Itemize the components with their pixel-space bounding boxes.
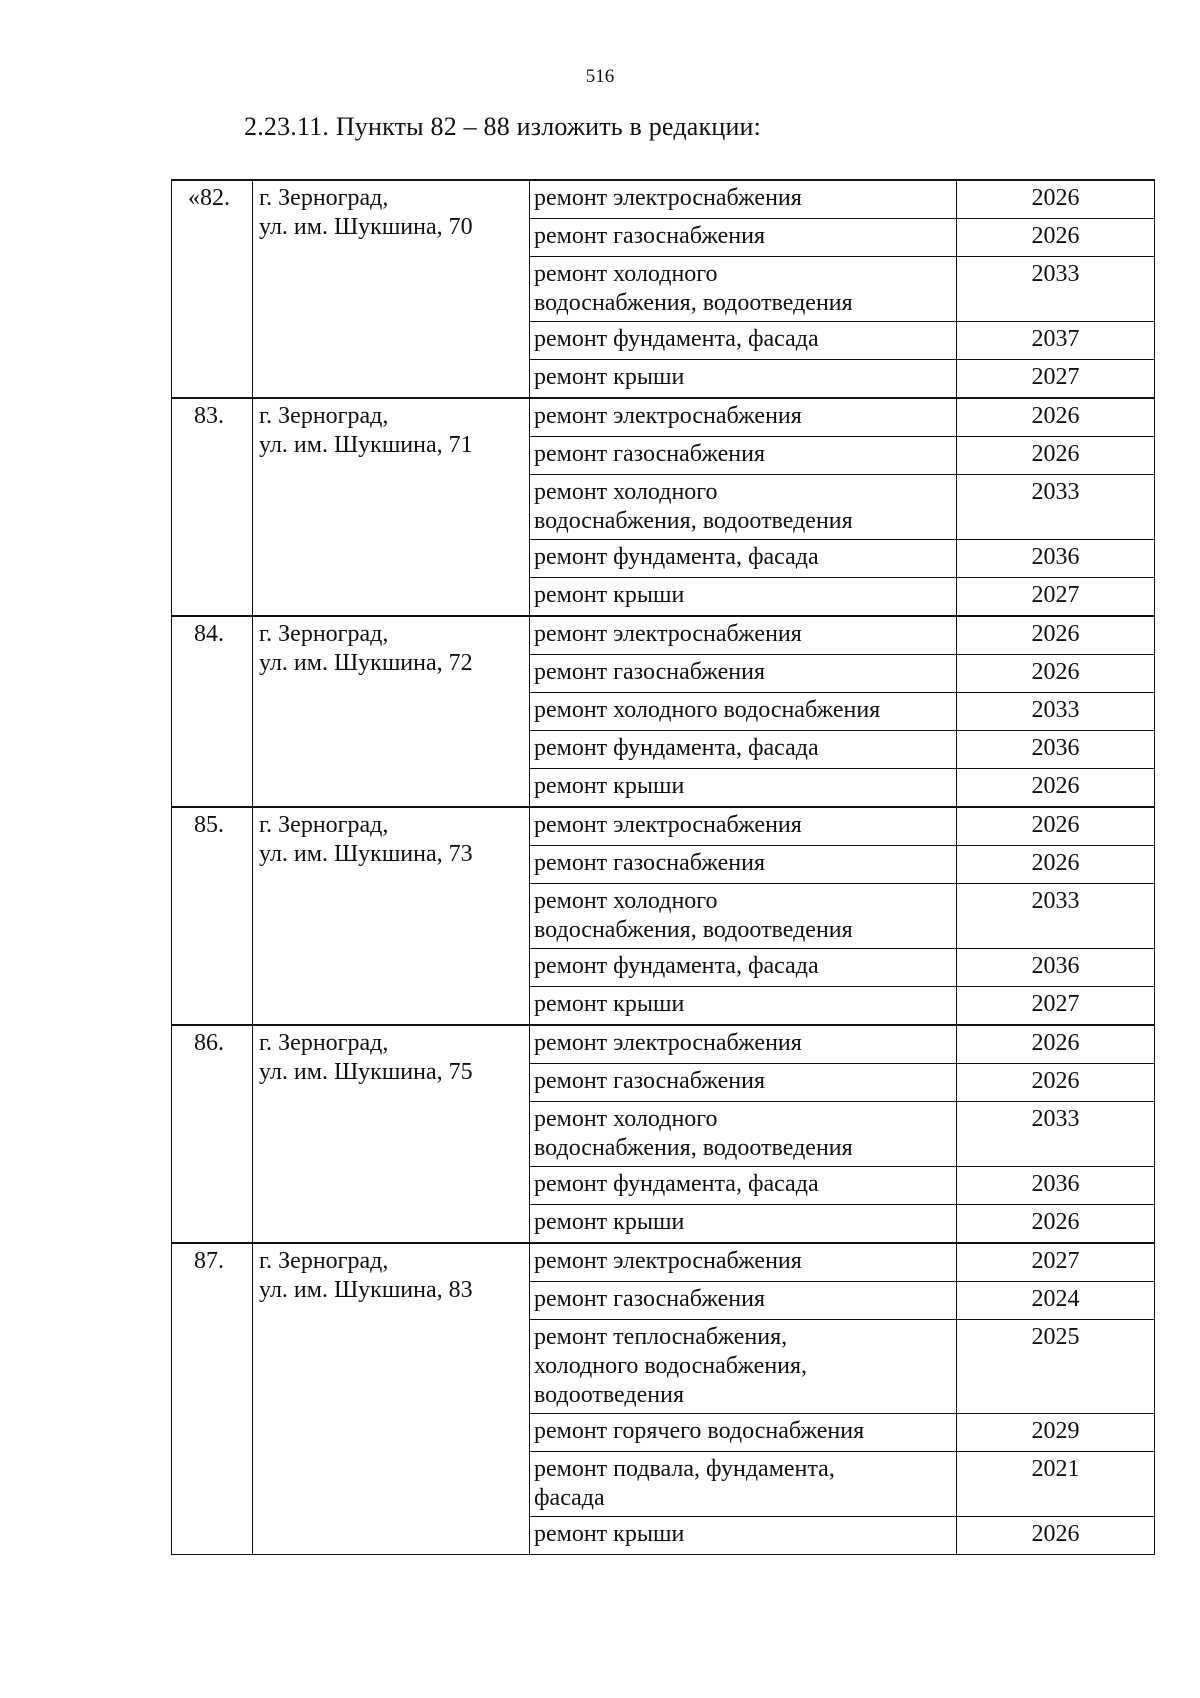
work-type: [530, 257, 957, 322]
work-year: 2033: [957, 884, 1155, 949]
intro-paragraph: 2.23.11. Пункты 82 – 88 изложить в редакции:: [244, 112, 762, 141]
work-type-line: ремонт фундамента, фасада: [534, 1171, 819, 1197]
table-row: [172, 398, 1155, 437]
work-year: 2033: [957, 257, 1155, 322]
work-type-line: водоснабжения, водоотведения: [534, 1135, 853, 1161]
work-year: 2027: [957, 578, 1155, 617]
work-type: [530, 540, 957, 578]
work-type-line: ремонт теплоснабжения,: [534, 1324, 788, 1350]
work-type-line: водоснабжения, водоотведения: [534, 917, 853, 943]
building-address: [253, 1025, 530, 1243]
work-type: [530, 807, 957, 846]
work-year: 2026: [957, 807, 1155, 846]
work-type: [530, 1205, 957, 1244]
table-row: [172, 180, 1155, 219]
address-line: г. Зерноград,: [259, 1248, 389, 1274]
building-address: [253, 180, 530, 398]
work-year: 2026: [957, 437, 1155, 475]
work-year: 2026: [957, 1064, 1155, 1102]
work-year: 2029: [957, 1414, 1155, 1452]
work-type-line: ремонт газоснабжения: [534, 223, 766, 249]
work-year: 2036: [957, 540, 1155, 578]
work-type: [530, 1517, 957, 1555]
work-type-line: водоснабжения, водоотведения: [534, 290, 853, 316]
work-year: 2033: [957, 693, 1155, 731]
work-type-line: ремонт крыши: [534, 364, 685, 390]
work-type-line: холодного водоснабжения,: [534, 1353, 808, 1379]
work-type: [530, 731, 957, 769]
work-type: [530, 1414, 957, 1452]
work-type-line: ремонт крыши: [534, 1521, 685, 1547]
address-line: ул. им. Шукшина, 73: [259, 841, 473, 867]
building-address: [253, 616, 530, 807]
work-type: [530, 884, 957, 949]
work-year: 2026: [957, 846, 1155, 884]
work-type-line: ремонт подвала, фундамента,: [534, 1456, 835, 1482]
work-type-line: фасада: [534, 1485, 605, 1511]
work-type-line: ремонт газоснабжения: [534, 659, 766, 685]
work-year: 2036: [957, 1167, 1155, 1205]
address-line: ул. им. Шукшина, 75: [259, 1059, 473, 1085]
work-year: 2026: [957, 616, 1155, 655]
work-type-line: ремонт холодного: [534, 1106, 718, 1132]
work-type-line: ремонт крыши: [534, 582, 685, 608]
building-address: [253, 807, 530, 1025]
work-year: 2026: [957, 1205, 1155, 1244]
work-type-line: ремонт крыши: [534, 991, 685, 1017]
work-type-line: ремонт крыши: [534, 773, 685, 799]
work-year: 2027: [957, 1243, 1155, 1282]
address-line: г. Зерноград,: [259, 403, 389, 429]
work-year: 2033: [957, 1102, 1155, 1167]
work-type: [530, 1320, 957, 1414]
work-type: [530, 1167, 957, 1205]
work-type: [530, 1452, 957, 1517]
work-year: 2026: [957, 1517, 1155, 1555]
work-type: [530, 437, 957, 475]
work-year: 2026: [957, 655, 1155, 693]
work-type: [530, 180, 957, 219]
work-type-line: ремонт электроснабжения: [534, 621, 802, 647]
item-number: 87.: [172, 1243, 253, 1555]
work-year: 2027: [957, 360, 1155, 399]
work-type-line: водоснабжения, водоотведения: [534, 508, 853, 534]
work-year: 2026: [957, 769, 1155, 808]
work-type-line: ремонт фундамента, фасада: [534, 953, 819, 979]
work-type: [530, 1282, 957, 1320]
work-year: 2036: [957, 949, 1155, 987]
address-line: г. Зерноград,: [259, 621, 389, 647]
address-line: ул. им. Шукшина, 71: [259, 432, 473, 458]
work-year: 2027: [957, 987, 1155, 1026]
work-type: [530, 949, 957, 987]
item-number: 84.: [172, 616, 253, 807]
work-type: [530, 1102, 957, 1167]
work-type: [530, 846, 957, 884]
table-row: [172, 807, 1155, 846]
building-address: [253, 1243, 530, 1555]
address-line: ул. им. Шукшина, 72: [259, 650, 473, 676]
work-year: 2025: [957, 1320, 1155, 1414]
repair-schedule-table: [171, 179, 1155, 1555]
work-year: 2036: [957, 731, 1155, 769]
work-type-line: ремонт электроснабжения: [534, 1030, 802, 1056]
item-number: «82.: [172, 180, 253, 398]
work-type: [530, 219, 957, 257]
work-type-line: ремонт холодного: [534, 888, 718, 914]
work-type-line: ремонт холодного: [534, 479, 718, 505]
work-type-line: ремонт электроснабжения: [534, 1248, 802, 1274]
work-type-line: ремонт электроснабжения: [534, 403, 802, 429]
work-type-line: ремонт электроснабжения: [534, 185, 802, 211]
address-line: ул. им. Шукшина, 83: [259, 1277, 473, 1303]
work-type-line: ремонт фундамента, фасада: [534, 326, 819, 352]
work-type: [530, 987, 957, 1026]
work-year: 2037: [957, 322, 1155, 360]
work-type: [530, 360, 957, 399]
work-type-line: ремонт газоснабжения: [534, 850, 766, 876]
work-type-line: ремонт холодного водоснабжения: [534, 697, 881, 723]
work-type-line: ремонт горячего водоснабжения: [534, 1418, 865, 1444]
building-address: [253, 398, 530, 616]
work-year: 2033: [957, 475, 1155, 540]
work-type-line: ремонт электроснабжения: [534, 812, 802, 838]
address-line: ул. им. Шукшина, 70: [259, 214, 473, 240]
work-type: [530, 769, 957, 808]
work-type: [530, 1064, 957, 1102]
work-type: [530, 1243, 957, 1282]
address-line: г. Зерноград,: [259, 812, 389, 838]
work-year: 2026: [957, 180, 1155, 219]
work-type-line: ремонт газоснабжения: [534, 1286, 766, 1312]
table-row: [172, 1025, 1155, 1064]
item-number: 85.: [172, 807, 253, 1025]
work-type: [530, 1025, 957, 1064]
table-body: [172, 180, 1155, 1555]
work-type: [530, 616, 957, 655]
work-type-line: ремонт газоснабжения: [534, 441, 766, 467]
work-year: 2026: [957, 1025, 1155, 1064]
work-type: [530, 655, 957, 693]
work-type: [530, 693, 957, 731]
work-type-line: ремонт крыши: [534, 1209, 685, 1235]
work-type: [530, 322, 957, 360]
work-type-line: водоотведения: [534, 1382, 684, 1408]
table-row: [172, 1243, 1155, 1282]
work-year: 2024: [957, 1282, 1155, 1320]
work-type: [530, 578, 957, 617]
address-line: г. Зерноград,: [259, 185, 389, 211]
work-type-line: ремонт фундамента, фасада: [534, 544, 819, 570]
work-type-line: ремонт фундамента, фасада: [534, 735, 819, 761]
item-number: 86.: [172, 1025, 253, 1243]
item-number: 83.: [172, 398, 253, 616]
work-type: [530, 398, 957, 437]
work-type-line: ремонт газоснабжения: [534, 1068, 766, 1094]
table-row: [172, 616, 1155, 655]
address-line: г. Зерноград,: [259, 1030, 389, 1056]
work-year: 2026: [957, 398, 1155, 437]
work-year: 2026: [957, 219, 1155, 257]
page-number: 516: [585, 66, 615, 87]
work-type: [530, 475, 957, 540]
work-type-line: ремонт холодного: [534, 261, 718, 287]
work-year: 2021: [957, 1452, 1155, 1517]
